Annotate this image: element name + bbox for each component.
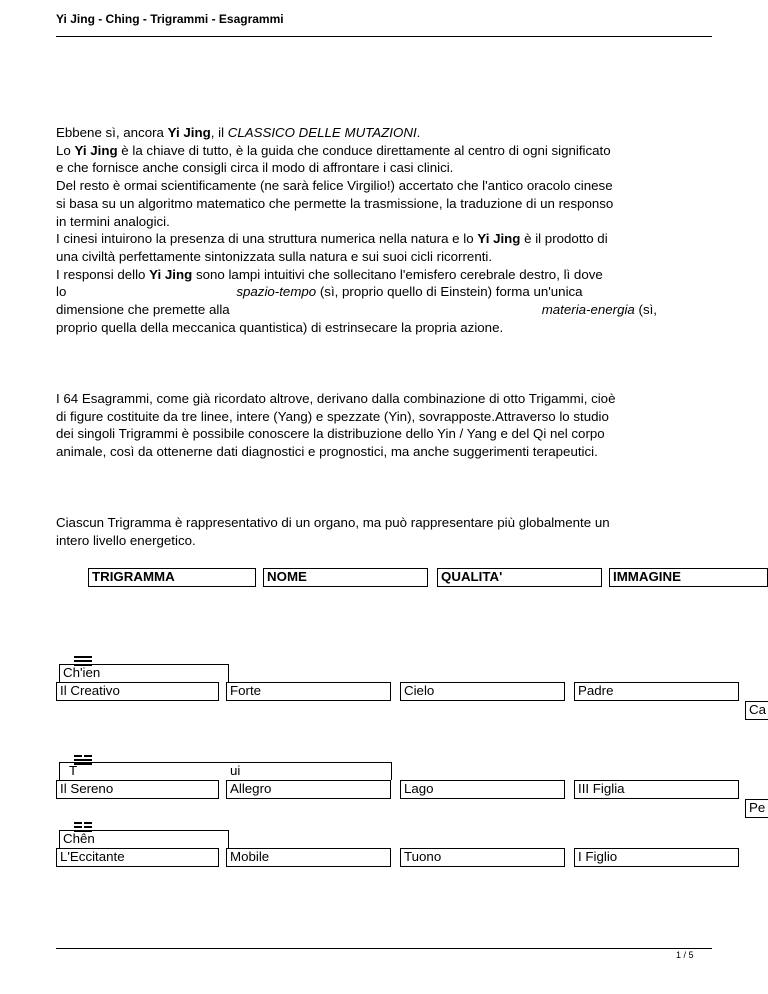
intro-line-4: Del resto è ormai scientificamente (ne sarà felice Virgilio!) accertato che l'antico oracolo cinese [56, 178, 613, 194]
header-nome: NOME [263, 568, 428, 587]
intro-line-7: I cinesi intuirono la presenza di una struttura numerica nella natura e lo Yi Jing è il prodotto di [56, 231, 608, 247]
intro-line-8: una civiltà perfettamente sintonizzata sulla natura e sui suoi cicli ricorrenti. [56, 248, 493, 264]
para2-line-1: I 64 Esagrammi, come già ricordato altrove, derivano dalla combinazione di otto Trigammi, cioè [56, 391, 616, 406]
image-cell: Cielo [400, 682, 565, 701]
para2-line-3: dei singoli Trigrammi è possibile conoscere la distribuzione dello Yin / Yang e del Qi nel corpo [56, 426, 605, 442]
tui-letter: T [69, 763, 78, 778]
tui-suffix: ui [230, 763, 241, 778]
family-cell: III Figlia [574, 780, 739, 799]
header-divider [56, 36, 712, 37]
header-trigramma: TRIGRAMMA [88, 568, 256, 587]
footer-divider [56, 948, 712, 949]
trigram-name-cell: Il Creativo [56, 682, 219, 701]
quality-cell: Mobile [226, 848, 391, 867]
image-cell: Tuono [400, 848, 565, 867]
trigram-chen-label: Chên [59, 830, 229, 848]
para3-line-2: intero livello energetico. [56, 532, 196, 548]
header-immagine: IMMAGINE [609, 568, 768, 587]
intro-line-9: I responsi dello Yi Jing sono lampi intuitivi che sollecitano l'emisfero cerebrale destro, lì dove [56, 266, 603, 282]
family-cell: I Figlio [574, 848, 739, 867]
trigramma-paragraph [56, 514, 716, 549]
esagrammi-paragraph [56, 390, 716, 461]
intro-line-11: dimensione che premette alla materia-energia (sì, [56, 302, 657, 318]
quality-cell: Allegro [226, 780, 391, 799]
intro-line-6: in termini analogici. [56, 213, 170, 229]
overflow-cell: Pe [745, 799, 768, 818]
para2-line-2: di figure costituite da tre linee, intere (Yang) e spezzate (Yin), sovrapposte.Attraverso lo studio [56, 408, 609, 424]
intro-line-12: proprio quella della meccanica quantistica) di estrinsecare la propria azione. [56, 319, 504, 335]
intro-line-10: lo spazio-tempo (sì, proprio quello di Einstein) forma un'unica [56, 284, 583, 300]
intro-line-5: si basa su un algoritmo matematico che permette la trasmissione, la traduzione di un responso [56, 195, 614, 211]
intro-paragraph [56, 124, 716, 336]
para2-line-4: animale, così da ottenerne dati diagnostici e prognostici, ma anche suggerimenti terapeutici. [56, 444, 598, 460]
intro-line-3: e che fornisce anche consigli circa il modo di affrontare i casi clinici. [56, 160, 454, 176]
header-qualita: QUALITA' [437, 568, 602, 587]
para3-line-1: Ciascun Trigramma è rappresentativo di un organo, ma può rappresentare più globalmente un [56, 515, 610, 530]
overflow-cell: Ca [745, 701, 768, 720]
trigram-tui-label [59, 762, 392, 780]
page-number: 1 / 5 [676, 950, 694, 960]
intro-line-1: Ebbene sì, ancora Yi Jing, il CLASSICO DELLE MUTAZIONI. [56, 125, 421, 140]
trigram-name-cell: L'Eccitante [56, 848, 219, 867]
quality-cell: Forte [226, 682, 391, 701]
trigram-chien-label: Ch'ien [59, 664, 229, 682]
page-header-title: Yi Jing - Ching - Trigrammi - Esagrammi [56, 12, 284, 26]
family-cell: Padre [574, 682, 739, 701]
trigram-name-cell: Il Sereno [56, 780, 219, 799]
intro-line-2: Lo Yi Jing è la chiave di tutto, è la guida che conduce direttamente al centro di ogni significato [56, 142, 611, 158]
image-cell: Lago [400, 780, 565, 799]
